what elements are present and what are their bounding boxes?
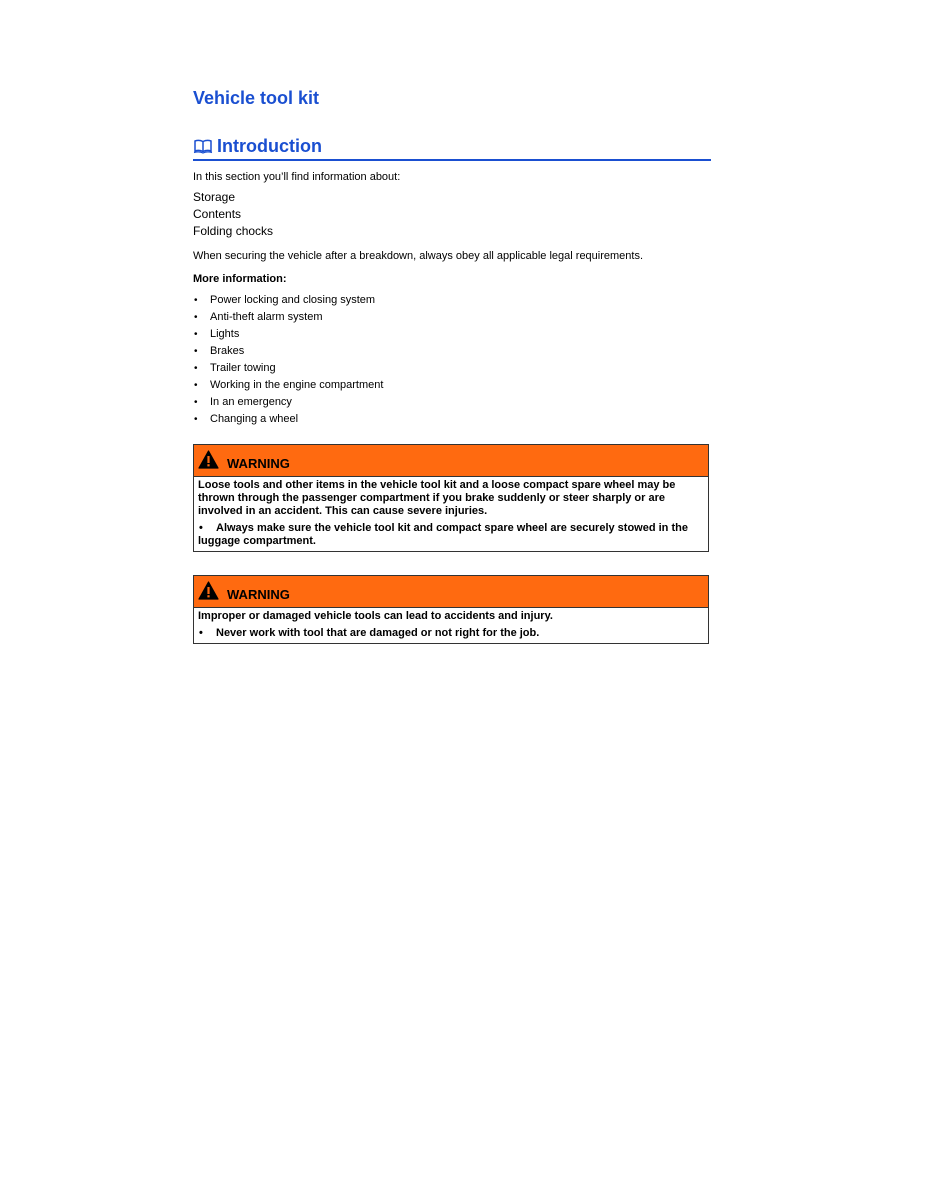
more-info-item-lights[interactable]: • Lights (193, 326, 711, 343)
warning-bullet (198, 627, 704, 640)
more-info-item-trailer-towing[interactable]: • Trailer towing (193, 360, 711, 377)
warning-triangle-icon (198, 450, 219, 469)
warning-triangle-icon (198, 581, 219, 600)
warning-body (194, 477, 708, 551)
warning-body (194, 608, 708, 643)
topic-item-storage: Storage (193, 190, 236, 204)
warning-box-loose-tools (193, 444, 709, 552)
section-header (193, 134, 711, 161)
warning-header (194, 576, 708, 608)
more-info-item-brakes[interactable]: • Brakes (193, 343, 711, 360)
warning-bullet-text: Always make sure the vehicle tool kit and compact spare wheel are securely stowed in the luggage compartment. (198, 522, 688, 547)
topic-item-contents: Contents (193, 207, 242, 221)
document-page (193, 86, 711, 644)
warning-label: WARNING (227, 456, 290, 471)
book-icon (193, 138, 213, 154)
intro-text: In this section you’ll find information about: (193, 171, 401, 183)
section-title: Introduction (217, 136, 322, 156)
bullet-marker: • (199, 627, 203, 639)
warning-text: Loose tools and other items in the vehicle tool kit and a loose compact spare wheel may be thrown through the passenger compartment if you brake suddenly or steer sharply or are involved in an accident. This can cause severe injuries. (198, 479, 676, 517)
warning-header (194, 445, 708, 477)
more-info-item-engine-compartment[interactable]: • Working in the engine compartment (193, 377, 711, 394)
more-info-item-changing-wheel[interactable]: • Changing a wheel (193, 411, 711, 428)
more-information-label: More information: (193, 273, 287, 285)
warning-box-damaged-tools (193, 575, 709, 644)
warning-label: WARNING (227, 587, 290, 602)
more-info-item-anti-theft[interactable]: • Anti-theft alarm system (193, 309, 711, 326)
more-information-list (193, 292, 711, 428)
warning-text: Improper or damaged vehicle tools can lead to accidents and injury. (198, 610, 553, 622)
more-info-item-power-locking[interactable]: • Power locking and closing system (193, 292, 711, 309)
topic-item-folding-chocks: Folding chocks (193, 224, 274, 238)
topic-list (193, 189, 711, 240)
page-title: Vehicle tool kit (193, 88, 320, 108)
legal-note: When securing the vehicle after a breakdown, always obey all applicable legal requirements. (193, 250, 644, 262)
more-info-item-emergency[interactable]: • In an emergency (193, 394, 711, 411)
warning-bullet (198, 522, 704, 548)
warning-bullet-text: Never work with tool that are damaged or not right for the job. (216, 627, 540, 639)
bullet-marker: • (199, 522, 203, 534)
